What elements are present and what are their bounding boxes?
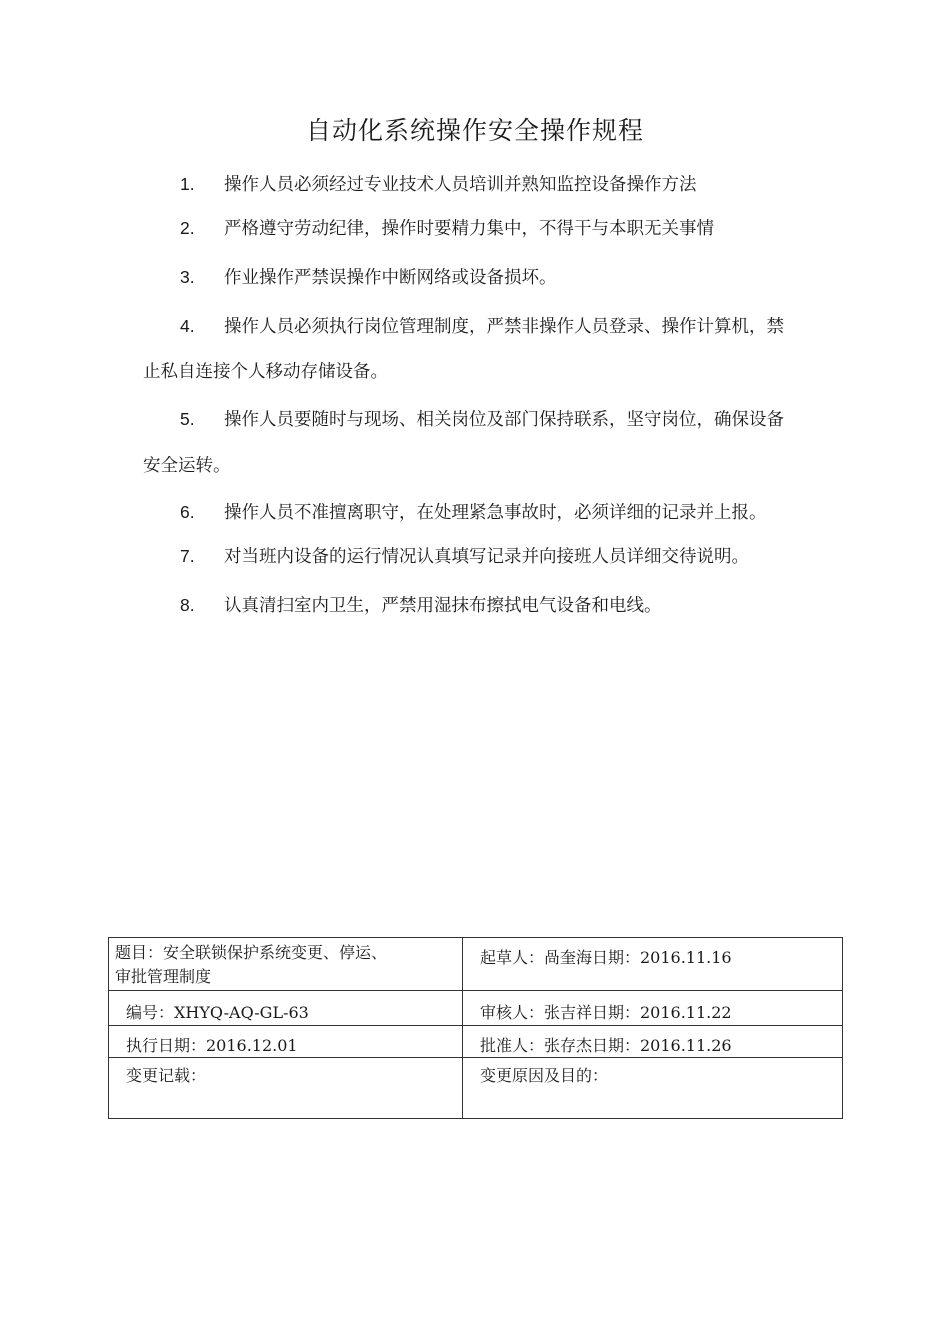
rule-number: 7.	[180, 546, 195, 566]
change-reason-cell: 变更原因及目的：	[480, 1066, 609, 1085]
document-title: 自动化系统操作安全操作规程	[305, 116, 644, 145]
document-info-table	[108, 937, 843, 1119]
rule-item-5	[180, 407, 784, 432]
rule-item-3	[180, 265, 557, 290]
rule-number: 2.	[180, 218, 195, 238]
rule-number: 4.	[180, 316, 195, 336]
rule-number: 6.	[180, 502, 195, 522]
rule-item-8	[180, 593, 662, 618]
rule-item-5-continuation: 安全运转。	[143, 456, 231, 476]
rule-number: 8.	[180, 595, 195, 615]
rule-item-7	[180, 544, 749, 569]
rule-text: 严格遵守劳动纪律，操作时要精力集中，不得干与本职无关事情	[224, 219, 714, 239]
change-record-cell: 变更记载：	[126, 1066, 207, 1085]
rule-text: 作业操作严禁误操作中断网络或设备损坏。	[224, 268, 557, 288]
document-code-cell: 编号：XHYQ-AQ-GL-63	[126, 1003, 309, 1022]
rule-text: 操作人员必须执行岗位管理制度，严禁非操作人员登录、操作计算机，禁	[224, 317, 784, 337]
subject-line-2: 审批管理制度	[115, 967, 212, 986]
drafter-cell: 起草人：咼奎海日期：2016.11.16	[480, 948, 732, 967]
rule-item-4	[180, 314, 784, 339]
approver-cell: 批准人：张存杰日期：2016.11.26	[480, 1036, 732, 1055]
rule-number: 1.	[180, 174, 195, 194]
exec-date-cell: 执行日期：2016.12.01	[126, 1036, 298, 1055]
rule-item-6	[180, 500, 767, 525]
rule-text: 操作人员必须经过专业技术人员培训并熟知监控设备操作方法	[224, 175, 697, 195]
rule-number: 3.	[180, 267, 195, 287]
subject-line-1: 题目：安全联锁保护系统变更、停运、	[115, 943, 388, 962]
rule-text: 认真清扫室内卫生，严禁用湿抹布擦拭电气设备和电线。	[224, 596, 662, 616]
rule-item-2	[180, 216, 714, 241]
table-column-divider	[462, 938, 463, 1118]
table-row-divider	[109, 1025, 842, 1026]
rule-text: 操作人员要随时与现场、相关岗位及部门保持联系，坚守岗位，确保设备	[224, 410, 784, 430]
reviewer-cell: 审核人：张吉祥日期：2016.11.22	[480, 1003, 732, 1022]
table-row-divider	[109, 990, 842, 991]
rule-text: 对当班内设备的运行情况认真填写记录并向接班人员详细交待说明。	[224, 547, 749, 567]
rule-number: 5.	[180, 409, 195, 429]
table-row-divider	[109, 1057, 842, 1058]
rule-item-1	[180, 172, 697, 197]
rule-item-4-continuation: 止私自连接个人移动存储设备。	[143, 362, 388, 382]
rule-text: 操作人员不准擅离职守，在处理紧急事故时，必须详细的记录并上报。	[224, 503, 767, 523]
